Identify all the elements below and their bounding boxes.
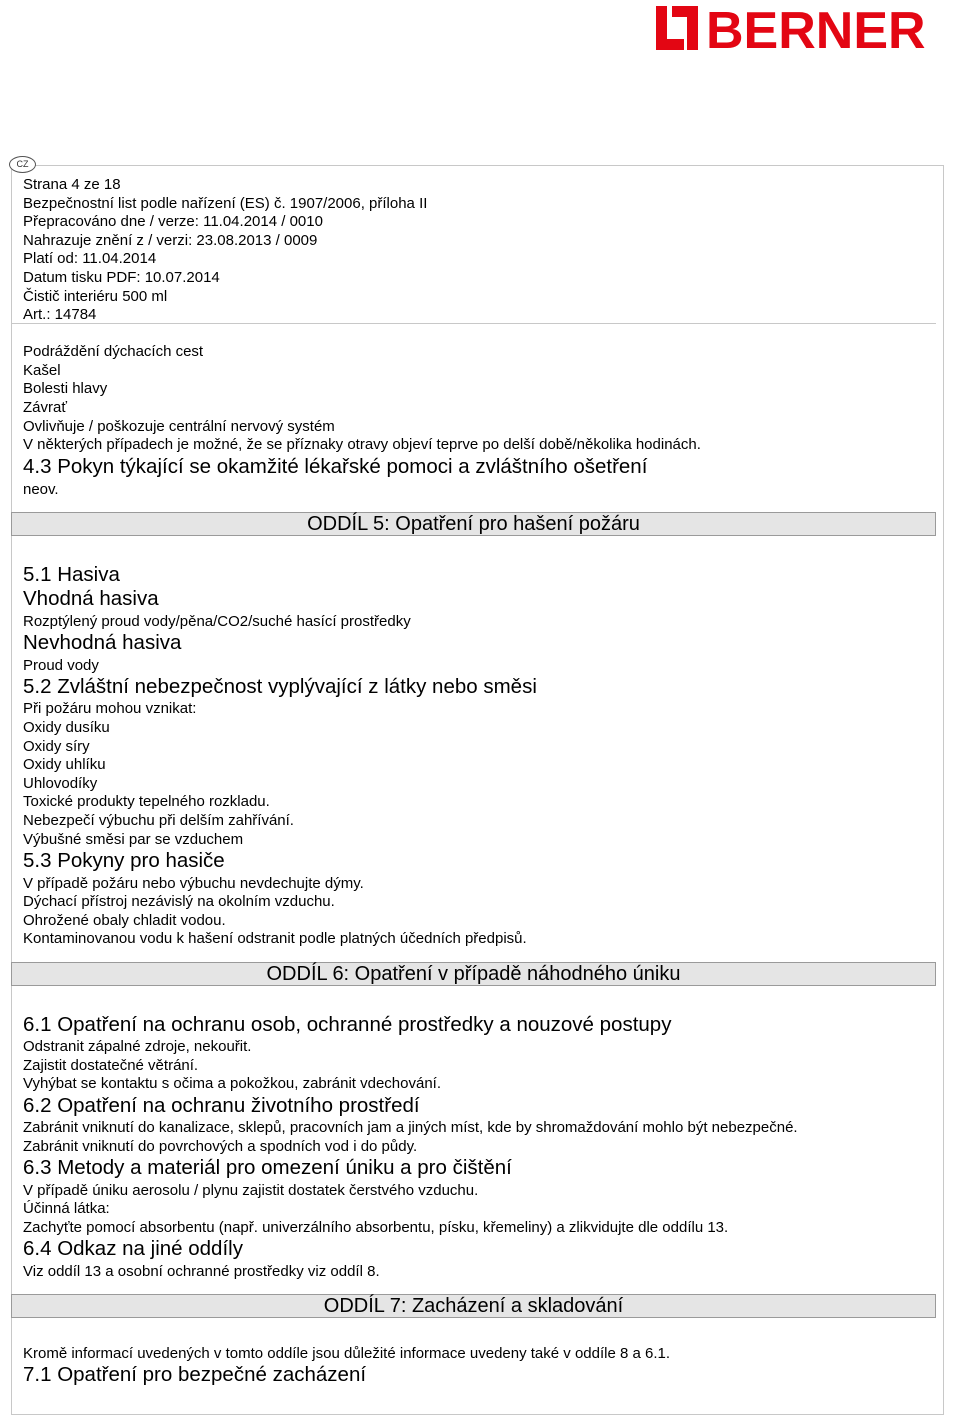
text-line: Zabránit vniknutí do povrchových a spodních vod i do půdy. (23, 1138, 418, 1155)
text-line: Ohrožené obaly chladit vodou. (23, 912, 226, 929)
text-line: Kontaminovanou vodu k hašení odstranit podle platných účedních předpisů. (23, 930, 527, 947)
symptom-line: Závrať (23, 399, 67, 416)
page-number: Strana 4 ze 18 (23, 176, 121, 193)
text-line: Zachyťte pomocí absorbentu (např. univerzálního absorbentu, písku, křemeliny) a zlikvidujte dle oddílu 13. (23, 1219, 729, 1236)
unsuitable-media-text: Proud vody (23, 657, 99, 674)
text-line: Oxidy síry (23, 738, 90, 755)
text-line: Zajistit dostatečné větrání. (23, 1057, 199, 1074)
berner-logo (656, 4, 958, 52)
product-name: Čistič interiéru 500 ml (23, 288, 168, 305)
section-6-title: ODDÍL 6: Opatření v případě náhodného úniku (11, 962, 936, 986)
text-line: Oxidy dusíku (23, 719, 110, 736)
symptom-line: Podráždění dýchacích cest (23, 343, 204, 360)
header-divider (11, 323, 936, 324)
text-line: Při požáru mohou vznikat: (23, 700, 197, 717)
valid-from: Platí od: 11.04.2014 (23, 250, 157, 267)
text-line: Nebezpečí výbuchu při delším zahřívání. (23, 812, 294, 829)
print-date: Datum tisku PDF: 10.07.2014 (23, 269, 220, 286)
suitable-media-text: Rozptýlený proud vody/pěna/CO2/suché hasící prostředky (23, 613, 411, 630)
text-line: Účinná látka: (23, 1200, 110, 1217)
heading-5-1: 5.1 Hasiva (23, 563, 120, 586)
article-number: Art.: 14784 (23, 306, 97, 323)
text-line: V případě požáru nebo výbuchu nevdechujte dýmy. (23, 875, 364, 892)
heading-6-2: 6.2 Opatření na ochranu životního prostředí (23, 1094, 420, 1117)
text-line: Uhlovodíky (23, 775, 98, 792)
heading-6-3: 6.3 Metody a materiál pro omezení úniku a pro čištění (23, 1156, 512, 1179)
sds-regulation: Bezpečnostní list podle nařízení (ES) č. 1907/2006, příloha II (23, 195, 428, 212)
section-7-title: ODDÍL 7: Zacházení a skladování (11, 1294, 936, 1318)
symptom-line: V některých případech je možné, že se příznaky otravy objeví teprve po delší době/několika hodinách. (23, 436, 701, 453)
section-5-title: ODDÍL 5: Opatření pro hašení požáru (11, 512, 936, 536)
text-line: V případě úniku aerosolu / plynu zajistit dostatek čerstvého vzduchu. (23, 1182, 479, 1199)
heading-6-1: 6.1 Opatření na ochranu osob, ochranné prostředky a nouzové postupy (23, 1013, 672, 1036)
symptom-line: Kašel (23, 362, 61, 379)
text-line: neov. (23, 481, 59, 498)
text-line: Odstranit zápalné zdroje, nekouřit. (23, 1038, 252, 1055)
replaces-version: Nahrazuje znění z / verzi: 23.08.2013 / 0009 (23, 232, 318, 249)
berner-logo-mark (656, 4, 958, 52)
heading-7-1: 7.1 Opatření pro bezpečné zacházení (23, 1363, 367, 1386)
text-line: Toxické produkty tepelného rozkladu. (23, 793, 270, 810)
language-badge: CZ (9, 156, 36, 173)
text-line: Vyhýbat se kontaktu s očima a pokožkou, zabránit vdechování. (23, 1075, 442, 1092)
text-line: Zabránit vniknutí do kanalizace, sklepů, pracovních jam a jiných míst, kde by shromaždování mohlo být nebezpečné. (23, 1119, 798, 1136)
heading-4-3: 4.3 Pokyn týkající se okamžité lékařské pomoci a zvláštního ošetření (23, 455, 648, 478)
text-line: Viz oddíl 13 a osobní ochranné prostředky viz oddíl 8. (23, 1263, 380, 1280)
unsuitable-media-title: Nevhodná hasiva (23, 631, 182, 654)
heading-6-4: 6.4 Odkaz na jiné oddíly (23, 1237, 243, 1260)
text-line: Výbušné směsi par se vzduchem (23, 831, 244, 848)
heading-5-3: 5.3 Pokyny pro hasiče (23, 849, 225, 872)
symptom-line: Bolesti hlavy (23, 380, 108, 397)
text-line: Dýchací přístroj nezávislý na okolním vzduchu. (23, 893, 335, 910)
symptom-line: Ovlivňuje / poškozuje centrální nervový systém (23, 418, 335, 435)
text-line: Kromě informací uvedených v tomto oddíle jsou důležité informace uvedeny také v oddíle 8 a 6.1. (23, 1345, 671, 1362)
heading-5-2: 5.2 Zvláštní nebezpečnost vyplývající z látky nebo směsi (23, 675, 537, 698)
revision-date: Přepracováno dne / verze: 11.04.2014 / 0010 (23, 213, 323, 230)
suitable-media-title: Vhodná hasiva (23, 587, 159, 610)
text-line: Oxidy uhlíku (23, 756, 106, 773)
berner-logo-text: BERNER (706, 4, 926, 52)
